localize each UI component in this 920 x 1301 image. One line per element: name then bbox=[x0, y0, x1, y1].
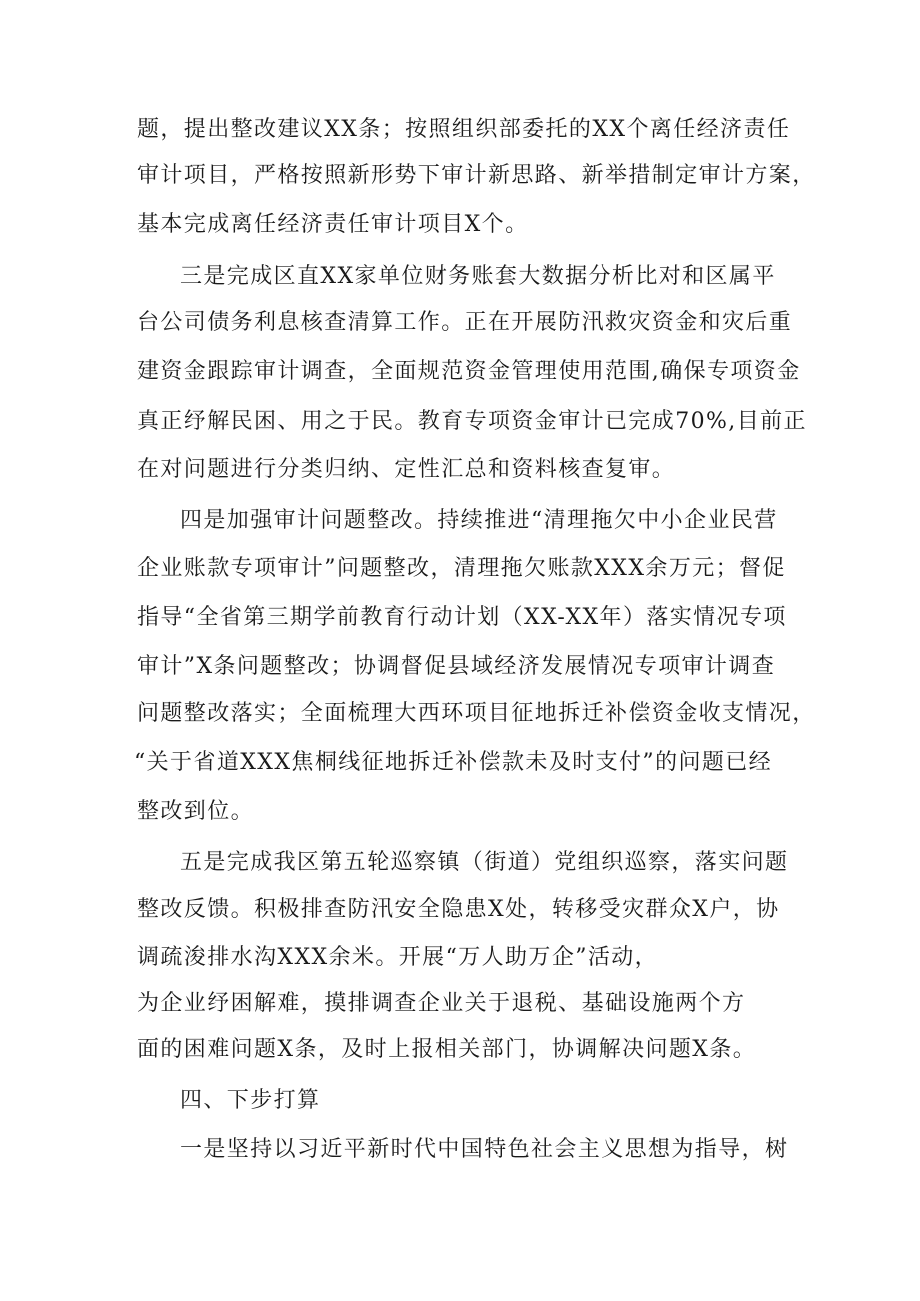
text-line: 真正纾解民困、用之于民。教育专项资金审计已完成70%,目前正 bbox=[137, 409, 807, 434]
text-line: 五是完成我区第五轮巡察镇（街道）党组织巡察，落实问题 bbox=[180, 850, 789, 875]
text-line: 一是坚持以习近平新时代中国特色社会主义思想为指导，树 bbox=[180, 1137, 789, 1162]
text-line: 三是完成区直XX家单位财务账套大数据分析比对和区属平 bbox=[180, 264, 776, 289]
text-line: 在对问题进行分类归纳、定性汇总和资料核查复审。 bbox=[137, 457, 676, 482]
text-line: 企业账款专项审计”问题整改，清理拖欠账款XXX余万元；督促 bbox=[137, 556, 786, 581]
text-line: 题，提出整改建议XX条；按照组织部委托的XX个离任经济责任 bbox=[137, 117, 791, 142]
text-line: 问题整改落实；全面梳理大西环项目征地拆迁补偿资金收支情况， bbox=[137, 701, 816, 726]
text-line: 调疏浚排水沟XXX余米。开展“万人助万企”活动， bbox=[137, 945, 659, 970]
section-heading: 四、下步打算 bbox=[180, 1088, 321, 1113]
text-line: 整改反馈。积极排查防汛安全隐患X处，转移受灾群众X户，协 bbox=[137, 897, 780, 922]
text-line: 面的困难问题X条，及时上报相关部门，协调解决问题X条。 bbox=[137, 1037, 757, 1062]
text-line: 审计”X条问题整改；协调督促县域经济发展情况专项审计调查 bbox=[137, 654, 776, 679]
text-line: 建资金跟踪审计调查，全面规范资金管理使用范围,确保专项资金 bbox=[137, 359, 801, 384]
text-line: 指导“全省第三期学前教育行动计划（XX-XX年）落实情况专项 bbox=[137, 605, 787, 630]
text-line: 整改到位。 bbox=[137, 799, 255, 824]
text-line: 基本完成离任经济责任审计项目X个。 bbox=[137, 212, 529, 237]
text-line: 为企业纾困解难，摸排调查企业关于退税、基础设施两个方 bbox=[137, 991, 746, 1016]
text-line: 四是加强审计问题整改。持续推进“清理拖欠中小企业民营 bbox=[180, 508, 778, 533]
text-line: 台公司债务利息核查清算工作。正在开展防汛救灾资金和灾后重 bbox=[137, 310, 793, 335]
text-line: 审计项目，严格按照新形势下审计新思路、新举措制定审计方案， bbox=[137, 163, 816, 188]
text-line: “关于省道XXX焦桐线征地拆迁补偿款未及时支付”的问题已经 bbox=[134, 750, 773, 775]
